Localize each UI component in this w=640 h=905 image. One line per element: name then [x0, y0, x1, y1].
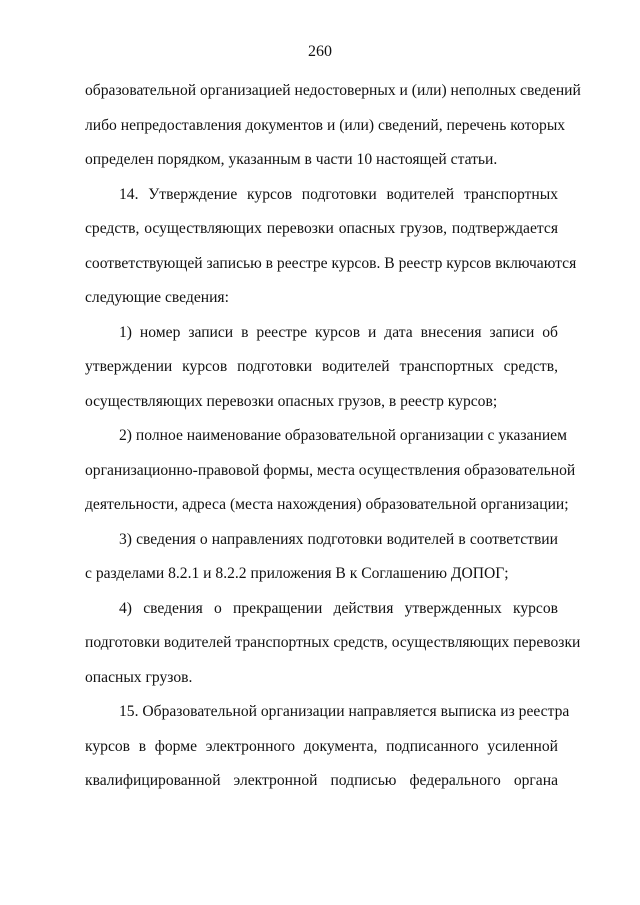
text-line: соответствующей записью в реестре курсов. В реестр курсов включаются	[85, 254, 577, 272]
text-line: деятельности, адреса (места нахождения) образовательной организации;	[85, 496, 569, 513]
paragraph-item-14	[85, 181, 577, 319]
text-line: осуществляющих перевозки опасных грузов, в реестр курсов;	[85, 392, 498, 410]
paragraph-subitem-2	[85, 422, 576, 526]
text-line: 2) полное наименование образовательной организации с указанием	[119, 427, 567, 444]
text-line: 3) сведения о направлениях подготовки водителей в соответствии	[119, 530, 558, 548]
text-line: образовательной организацией недостоверных и (или) неполных сведений	[85, 82, 581, 99]
text-line: утверждении курсов подготовки водителей транспортных средств,	[85, 358, 558, 375]
paragraph-subitem-1	[85, 319, 558, 423]
text-line: курсов в форме электронного документа, подписанного усиленной	[85, 737, 558, 755]
text-line: 15. Образовательной организации направляется выписка из реестра	[119, 703, 570, 720]
page-body	[85, 77, 581, 802]
paragraph-continuation	[85, 77, 581, 181]
text-line: подготовки водителей транспортных средств, осуществляющих перевозки	[85, 634, 581, 651]
paragraph-subitem-3	[85, 526, 558, 595]
text-line: определен порядком, указанным в части 10 настоящей статьи.	[85, 151, 498, 168]
text-line: следующие сведения:	[85, 289, 229, 306]
text-line: квалифицированной электронной подписью федерального органа	[85, 772, 558, 789]
text-line: 1) номер записи в реестре курсов и дата внесения записи об	[119, 323, 558, 341]
text-line: средств, осуществляющих перевозки опасных грузов, подтверждается	[85, 220, 558, 237]
text-line: 14. Утверждение курсов подготовки водителей транспортных	[119, 185, 558, 203]
page-number: 260	[308, 43, 332, 60]
paragraph-item-15	[85, 698, 570, 802]
paragraph-subitem-4	[85, 595, 581, 699]
text-line: с разделами 8.2.1 и 8.2.2 приложения В к Соглашению ДОПОГ;	[85, 565, 509, 582]
text-line: либо непредоставления документов и (или) сведений, перечень которых	[85, 116, 566, 134]
text-line: 4) сведения о прекращении действия утвержденных курсов	[119, 599, 558, 617]
text-line: организационно-правовой формы, места осуществления образовательной	[85, 461, 576, 479]
text-line: опасных грузов.	[85, 668, 193, 686]
